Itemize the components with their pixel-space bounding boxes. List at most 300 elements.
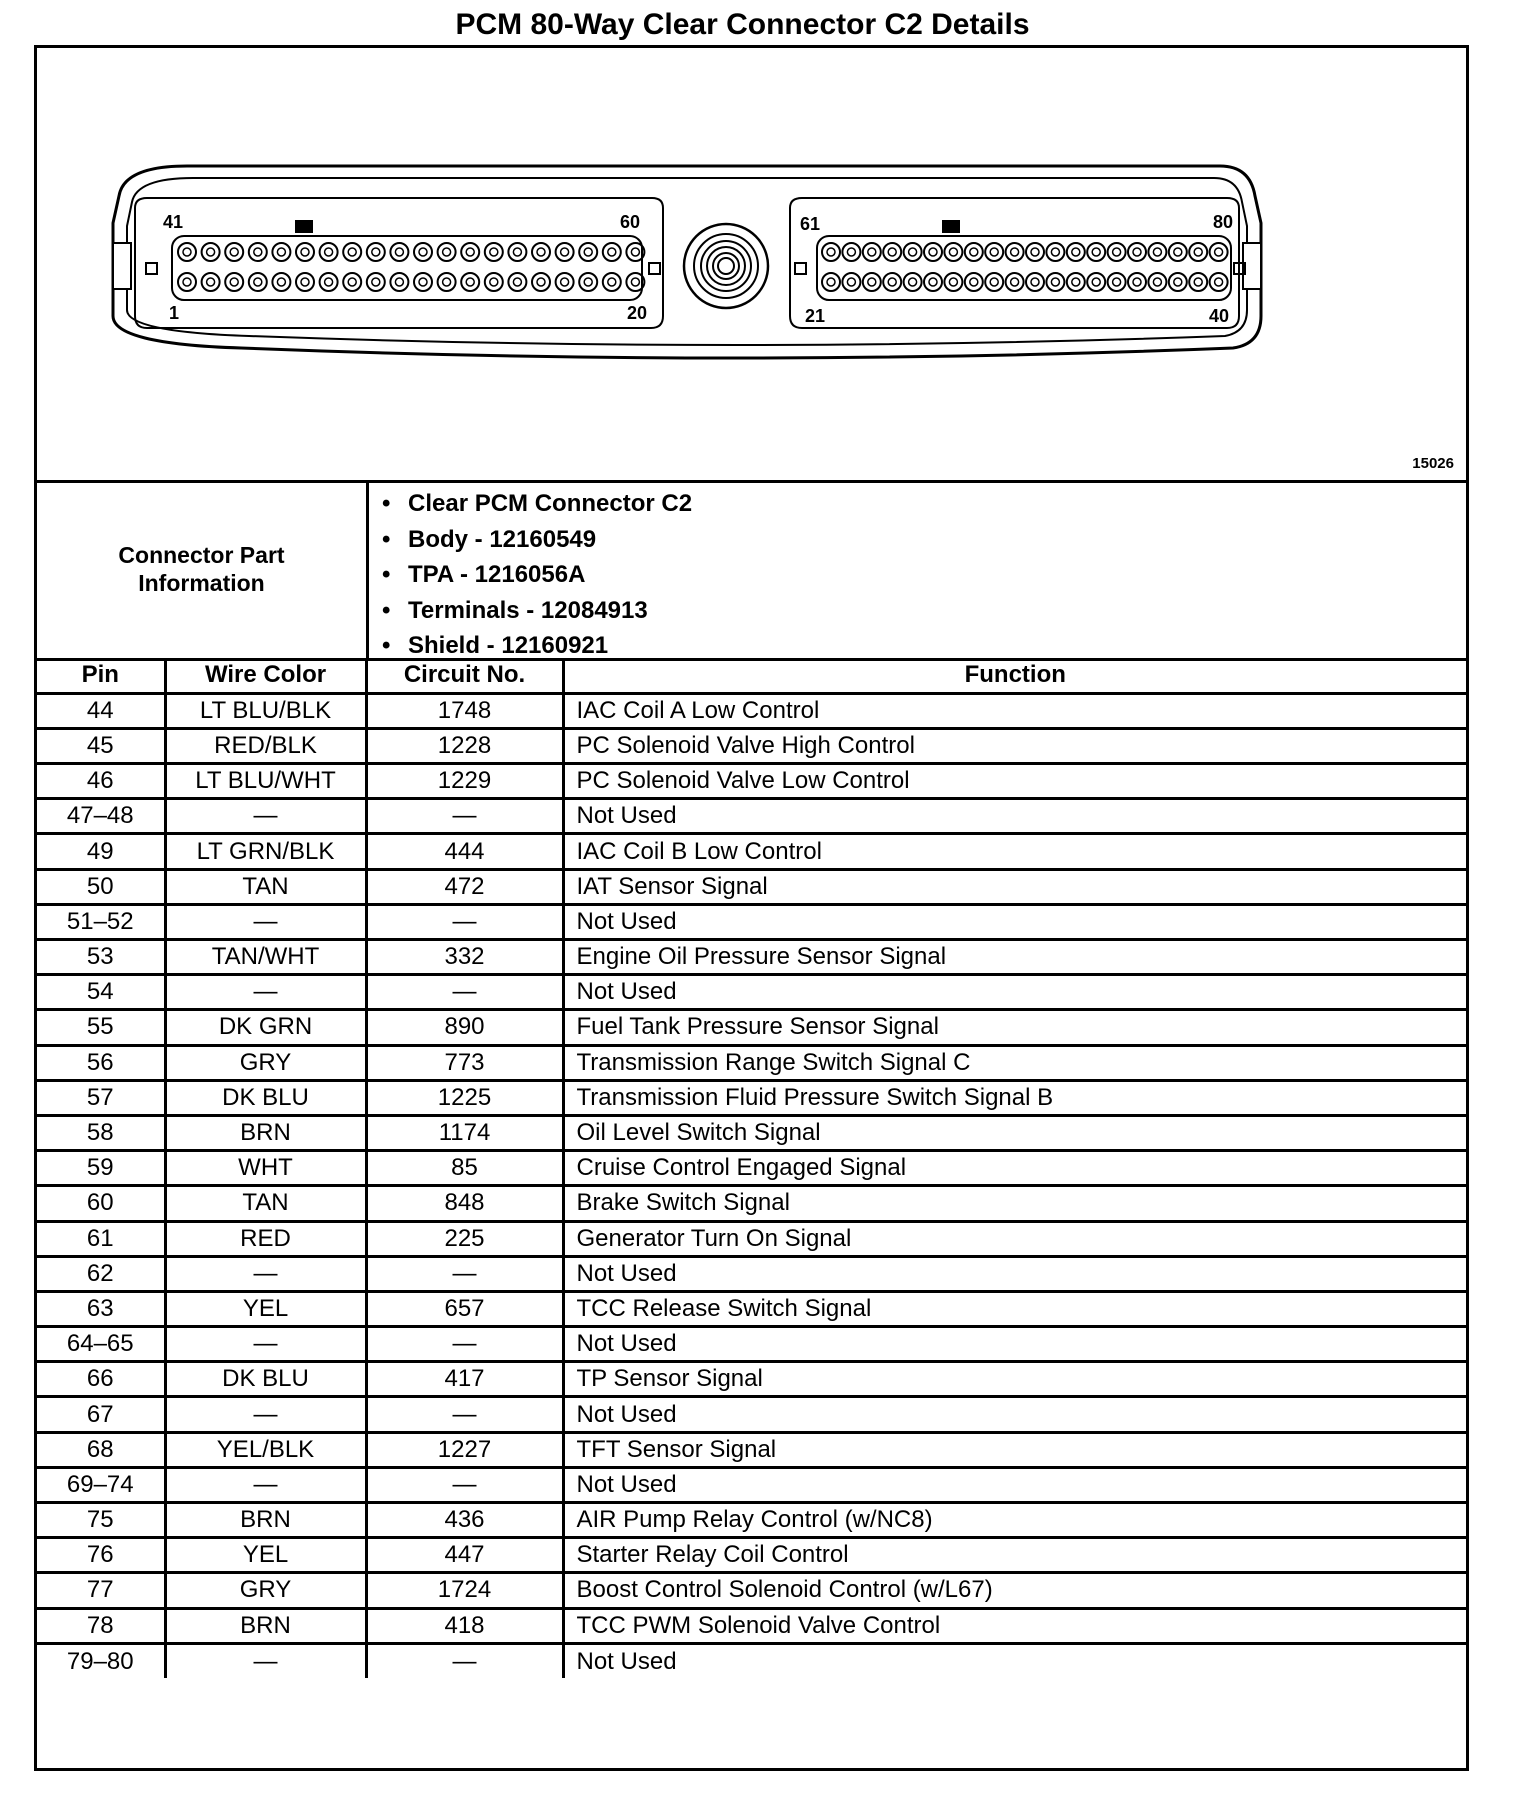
left-latch [113, 243, 131, 289]
pin-hole-inner [1174, 248, 1182, 256]
pin-hole [1108, 243, 1126, 261]
pinout-table-body [37, 693, 1466, 1678]
pin-hole-inner [325, 248, 333, 256]
pin-cell: 55 [37, 1010, 165, 1045]
pin-hole [904, 243, 922, 261]
wire-color-cell: TAN/WHT [165, 940, 366, 975]
pin-hole-inner [990, 248, 998, 256]
pinout-table [37, 658, 1466, 1678]
pin-hole [904, 273, 922, 291]
pin-cell: 66 [37, 1362, 165, 1397]
pin-hole [985, 243, 1003, 261]
left-inner-tab [649, 263, 660, 274]
table-row [37, 1503, 1466, 1538]
pin-cell: 77 [37, 1573, 165, 1608]
part-info-label [37, 480, 369, 658]
pin-hole-inner [395, 248, 403, 256]
pin-hole-inner [348, 248, 356, 256]
wire-color-cell: YEL/BLK [165, 1432, 366, 1467]
wire-color-cell: — [165, 904, 366, 939]
wire-color-cell: TAN [165, 869, 366, 904]
pin-hole [1046, 243, 1064, 261]
pin-hole [603, 243, 621, 261]
pin-hole [1046, 273, 1064, 291]
function-cell: PC Solenoid Valve High Control [563, 728, 1466, 763]
table-row [37, 1362, 1466, 1397]
table-row [37, 1643, 1466, 1678]
wire-color-cell: LT BLU/BLK [165, 693, 366, 728]
part-info-label-line1: Connector Part [118, 542, 285, 568]
right-key-mark [942, 220, 960, 233]
table-row [37, 1080, 1466, 1115]
pin-hole [1067, 273, 1085, 291]
pin-hole-inner [490, 248, 498, 256]
circuit-cell: 436 [366, 1503, 563, 1538]
pin-hole [485, 243, 503, 261]
function-cell: Not Used [563, 904, 1466, 939]
pin-hole-inner [584, 248, 592, 256]
circuit-cell: 848 [366, 1186, 563, 1221]
pin-hole [296, 243, 314, 261]
wire-color-cell: — [165, 1327, 366, 1362]
pin-hole-inner [513, 278, 521, 286]
table-row [37, 1291, 1466, 1326]
pin-hole [603, 273, 621, 291]
pin-hole [822, 273, 840, 291]
pin-hole [461, 273, 479, 291]
table-row [37, 1115, 1466, 1150]
pin-hole-inner [1153, 248, 1161, 256]
pin-label-41: 41 [163, 212, 184, 232]
circuit-cell: 418 [366, 1608, 563, 1643]
circuit-cell: 472 [366, 869, 563, 904]
pin-cell: 47–48 [37, 799, 165, 834]
pin-hole [924, 243, 942, 261]
function-cell: Generator Turn On Signal [563, 1221, 1466, 1256]
wire-color-cell: YEL [165, 1538, 366, 1573]
left-outer-tab [146, 263, 157, 274]
pin-hole [842, 243, 860, 261]
right-cavity-outline [790, 198, 1239, 328]
pin-hole-inner [183, 248, 191, 256]
pin-hole-inner [254, 248, 262, 256]
pin-hole-inner [230, 278, 238, 286]
pin-hole-inner [1194, 278, 1202, 286]
circuit-cell: — [366, 799, 563, 834]
circuit-cell: — [366, 975, 563, 1010]
pin-hole-inner [207, 278, 215, 286]
table-row [37, 1397, 1466, 1432]
wire-color-cell: DK BLU [165, 1080, 366, 1115]
pin-hole [1108, 273, 1126, 291]
table-row [37, 1573, 1466, 1608]
wire-color-cell: — [165, 1643, 366, 1678]
pin-cell: 59 [37, 1151, 165, 1186]
circuit-cell: — [366, 1643, 563, 1678]
function-cell: Not Used [563, 975, 1466, 1010]
pin-hole [343, 273, 361, 291]
pin-hole [842, 273, 860, 291]
pin-cell: 51–52 [37, 904, 165, 939]
pin-hole-inner [277, 278, 285, 286]
pin-hole-inner [1031, 278, 1039, 286]
pin-cell: 68 [37, 1432, 165, 1467]
pin-hole-inner [1092, 248, 1100, 256]
circuit-cell: 1229 [366, 764, 563, 799]
table-row [37, 799, 1466, 834]
pin-cell: 64–65 [37, 1327, 165, 1362]
pin-hole [296, 273, 314, 291]
function-cell: Transmission Range Switch Signal C [563, 1045, 1466, 1080]
table-row [37, 693, 1466, 728]
table-row [37, 869, 1466, 904]
pin-hole-inner [868, 278, 876, 286]
pin-hole-inner [419, 278, 427, 286]
pin-cell: 63 [37, 1291, 165, 1326]
pin-hole-inner [277, 248, 285, 256]
function-cell: TCC Release Switch Signal [563, 1291, 1466, 1326]
circuit-cell: 417 [366, 1362, 563, 1397]
pin-label-60: 60 [619, 212, 640, 232]
pin-cell: 49 [37, 834, 165, 869]
part-info-item: • TPA - 1216056A [382, 557, 692, 593]
function-cell: Brake Switch Signal [563, 1186, 1466, 1221]
pin-cell: 46 [37, 764, 165, 799]
pin-hole-inner [230, 248, 238, 256]
function-cell: Not Used [563, 1327, 1466, 1362]
pin-hole [414, 243, 432, 261]
pin-hole [944, 243, 962, 261]
pin-hole-inner [1153, 278, 1161, 286]
pin-hole-inner [561, 248, 569, 256]
table-row [37, 728, 1466, 763]
part-info-item: • Clear PCM Connector C2 [382, 486, 692, 522]
pin-hole-inner [1011, 248, 1019, 256]
pin-cell: 79–80 [37, 1643, 165, 1678]
pin-cell: 61 [37, 1221, 165, 1256]
pin-hole-inner [929, 278, 937, 286]
pin-hole [414, 273, 432, 291]
pin-hole [438, 243, 456, 261]
pin-hole-inner [608, 278, 616, 286]
wire-color-cell: LT BLU/WHT [165, 764, 366, 799]
pin-hole-inner [584, 278, 592, 286]
pin-hole [1169, 243, 1187, 261]
pin-hole-inner [561, 278, 569, 286]
left-cavity-outline [135, 198, 663, 328]
pin-hole-inner [929, 248, 937, 256]
pin-hole-inner [888, 278, 896, 286]
pin-hole-inner [254, 278, 262, 286]
function-cell: Not Used [563, 1397, 1466, 1432]
pin-hole-inner [537, 278, 545, 286]
pin-cell: 50 [37, 869, 165, 904]
pin-hole [579, 273, 597, 291]
pin-cell: 75 [37, 1503, 165, 1538]
function-cell: TCC PWM Solenoid Valve Control [563, 1608, 1466, 1643]
pin-hole [1148, 243, 1166, 261]
wire-color-cell: DK GRN [165, 1010, 366, 1045]
pin-cell: 56 [37, 1045, 165, 1080]
pin-hole-inner [183, 278, 191, 286]
pin-label-80: 80 [1212, 212, 1233, 232]
circuit-cell: — [366, 1467, 563, 1502]
pin-hole [924, 273, 942, 291]
pin-hole-inner [909, 278, 917, 286]
pin-hole [863, 243, 881, 261]
connector-housing-outline [113, 166, 1261, 358]
pin-hole-inner [443, 248, 451, 256]
pin-hole-inner [325, 278, 333, 286]
pin-cell: 44 [37, 693, 165, 728]
pin-hole-inner [949, 248, 957, 256]
pin-hole [965, 243, 983, 261]
pin-hole-inner [1215, 278, 1223, 286]
circuit-cell: 85 [366, 1151, 563, 1186]
table-row [37, 764, 1466, 799]
function-cell: Fuel Tank Pressure Sensor Signal [563, 1010, 1466, 1045]
wire-color-cell: — [165, 975, 366, 1010]
table-row [37, 1045, 1466, 1080]
table-row [37, 1432, 1466, 1467]
pin-hole [1189, 273, 1207, 291]
pin-hole-inner [372, 248, 380, 256]
pin-hole [822, 243, 840, 261]
table-row [37, 1221, 1466, 1256]
table-row [37, 1151, 1466, 1186]
function-cell: IAT Sensor Signal [563, 869, 1466, 904]
pin-cell: 67 [37, 1397, 165, 1432]
function-cell: Not Used [563, 1256, 1466, 1291]
pin-hole-inner [1215, 248, 1223, 256]
table-row [37, 1256, 1466, 1291]
table-row [37, 975, 1466, 1010]
pin-hole [1087, 273, 1105, 291]
pin-hole [367, 273, 385, 291]
pin-hole-inner [1133, 278, 1141, 286]
wire-color-cell: BRN [165, 1608, 366, 1643]
part-info-label-line2: Information [138, 570, 265, 596]
pin-hole [202, 273, 220, 291]
circuit-cell: 773 [366, 1045, 563, 1080]
pin-cell: 76 [37, 1538, 165, 1573]
pin-hole-inner [909, 248, 917, 256]
function-cell: Not Used [563, 799, 1466, 834]
wire-color-cell: GRY [165, 1573, 366, 1608]
circuit-cell: — [366, 1327, 563, 1362]
pin-cell: 57 [37, 1080, 165, 1115]
pin-hole [532, 273, 550, 291]
pin-cell: 60 [37, 1186, 165, 1221]
pin-hole [883, 243, 901, 261]
function-cell: Transmission Fluid Pressure Switch Signal B [563, 1080, 1466, 1115]
circuit-cell: — [366, 904, 563, 939]
pin-hole [461, 243, 479, 261]
pin-hole [390, 243, 408, 261]
pin-hole [367, 243, 385, 261]
table-row [37, 1467, 1466, 1502]
pin-hole [508, 273, 526, 291]
pin-cell: 45 [37, 728, 165, 763]
table-row [37, 1608, 1466, 1643]
pin-hole-inner [1133, 248, 1141, 256]
part-info-item: • Shield - 12160921 [382, 628, 692, 664]
connector-face-drawing [37, 48, 1466, 480]
function-cell: Not Used [563, 1467, 1466, 1502]
function-cell: Oil Level Switch Signal [563, 1115, 1466, 1150]
pin-cell: 58 [37, 1115, 165, 1150]
pin-hole-inner [608, 248, 616, 256]
wire-color-cell: RED [165, 1221, 366, 1256]
pin-hole-inner [348, 278, 356, 286]
circuit-cell: 890 [366, 1010, 563, 1045]
pin-hole-inner [1113, 248, 1121, 256]
pin-hole [320, 273, 338, 291]
pin-label-21: 21 [805, 306, 826, 326]
pin-label-1: 1 [169, 303, 180, 323]
wire-color-cell: GRY [165, 1045, 366, 1080]
pin-hole-inner [537, 248, 545, 256]
pin-hole [579, 243, 597, 261]
pin-hole-inner [631, 278, 639, 286]
pin-hole-inner [888, 248, 896, 256]
header-circuit: Circuit No. [366, 658, 563, 693]
part-info-item: • Body - 12160549 [382, 522, 692, 558]
function-cell: Cruise Control Engaged Signal [563, 1151, 1466, 1186]
pin-hole [225, 273, 243, 291]
pin-hole-inner [1051, 278, 1059, 286]
pin-hole [1210, 273, 1228, 291]
pin-hole-inner [868, 248, 876, 256]
pin-hole [1210, 243, 1228, 261]
pin-hole [1189, 243, 1207, 261]
pin-hole-inner [949, 278, 957, 286]
pin-hole-inner [631, 248, 639, 256]
circuit-cell: 1225 [366, 1080, 563, 1115]
pin-hole-inner [847, 248, 855, 256]
pin-hole-inner [466, 248, 474, 256]
pin-hole [1026, 243, 1044, 261]
pin-hole-inner [466, 278, 474, 286]
wire-color-cell: — [165, 799, 366, 834]
pin-hole [249, 243, 267, 261]
wire-color-cell: TAN [165, 1186, 366, 1221]
table-row [37, 834, 1466, 869]
pin-hole [485, 273, 503, 291]
table-row [37, 1186, 1466, 1221]
connector-details-frame [34, 45, 1469, 1771]
pin-hole [1087, 243, 1105, 261]
pin-label-40: 40 [1208, 306, 1229, 326]
pin-hole-inner [513, 248, 521, 256]
pin-hole-inner [970, 248, 978, 256]
pin-hole-inner [1174, 278, 1182, 286]
pin-hole-inner [1113, 278, 1121, 286]
wire-color-cell: BRN [165, 1115, 366, 1150]
pin-hole [438, 273, 456, 291]
wire-color-cell: — [165, 1256, 366, 1291]
function-cell: TFT Sensor Signal [563, 1432, 1466, 1467]
function-cell: Boost Control Solenoid Control (w/L67) [563, 1573, 1466, 1608]
circuit-cell: 447 [366, 1538, 563, 1573]
pin-label-61: 61 [800, 214, 821, 234]
pin-hole [390, 273, 408, 291]
pin-hole-inner [1051, 248, 1059, 256]
circuit-cell: 1174 [366, 1115, 563, 1150]
wire-color-cell: — [165, 1397, 366, 1432]
circuit-cell: 1748 [366, 693, 563, 728]
pin-hole [1128, 243, 1146, 261]
pin-hole [272, 243, 290, 261]
center-bolt [684, 224, 768, 308]
pin-label-20: 20 [626, 303, 647, 323]
pin-hole [1169, 273, 1187, 291]
pin-hole [1148, 273, 1166, 291]
pin-hole-inner [419, 248, 427, 256]
figure-id: 15026 [1412, 455, 1454, 472]
wire-color-cell: LT GRN/BLK [165, 834, 366, 869]
function-cell: IAC Coil B Low Control [563, 834, 1466, 869]
wire-color-cell: — [165, 1467, 366, 1502]
wire-color-cell: RED/BLK [165, 728, 366, 763]
header-function: Function [964, 660, 1066, 688]
pin-hole-inner [301, 278, 309, 286]
pin-hole [225, 243, 243, 261]
part-info-list [382, 486, 692, 664]
circuit-cell: 225 [366, 1221, 563, 1256]
pin-hole-inner [1194, 248, 1202, 256]
pin-hole [1026, 273, 1044, 291]
circuit-cell: 332 [366, 940, 563, 975]
function-cell: AIR Pump Relay Control (w/NC8) [563, 1503, 1466, 1538]
pin-hole-inner [1072, 278, 1080, 286]
pin-hole [532, 243, 550, 261]
table-row [37, 1327, 1466, 1362]
pin-hole [1067, 243, 1085, 261]
pin-hole [985, 273, 1003, 291]
pin-hole [249, 273, 267, 291]
left-key-mark [295, 220, 313, 233]
pin-hole-inner [301, 248, 309, 256]
connector-diagram [37, 48, 1466, 483]
circuit-cell: — [366, 1397, 563, 1432]
pin-hole-inner [443, 278, 451, 286]
wire-color-cell: DK BLU [165, 1362, 366, 1397]
pin-hole [1006, 243, 1024, 261]
pin-hole-inner [827, 248, 835, 256]
pin-hole [508, 243, 526, 261]
pin-hole-inner [1011, 278, 1019, 286]
part-info-item: • Terminals - 12084913 [382, 593, 692, 629]
page-title: PCM 80-Way Clear Connector C2 Details [455, 8, 1030, 41]
circuit-cell: 657 [366, 1291, 563, 1326]
connector-part-info [37, 480, 1466, 661]
function-cell: PC Solenoid Valve Low Control [563, 764, 1466, 799]
table-row [37, 1010, 1466, 1045]
pin-cell: 54 [37, 975, 165, 1010]
pin-hole [944, 273, 962, 291]
pin-cell: 62 [37, 1256, 165, 1291]
pin-hole [556, 243, 574, 261]
pin-hole [556, 273, 574, 291]
wire-color-cell: WHT [165, 1151, 366, 1186]
pin-hole [343, 243, 361, 261]
function-cell: TP Sensor Signal [563, 1362, 1466, 1397]
header-pin: Pin [37, 658, 165, 693]
pin-cell: 69–74 [37, 1467, 165, 1502]
pin-hole-inner [970, 278, 978, 286]
circuit-cell: 1724 [366, 1573, 563, 1608]
